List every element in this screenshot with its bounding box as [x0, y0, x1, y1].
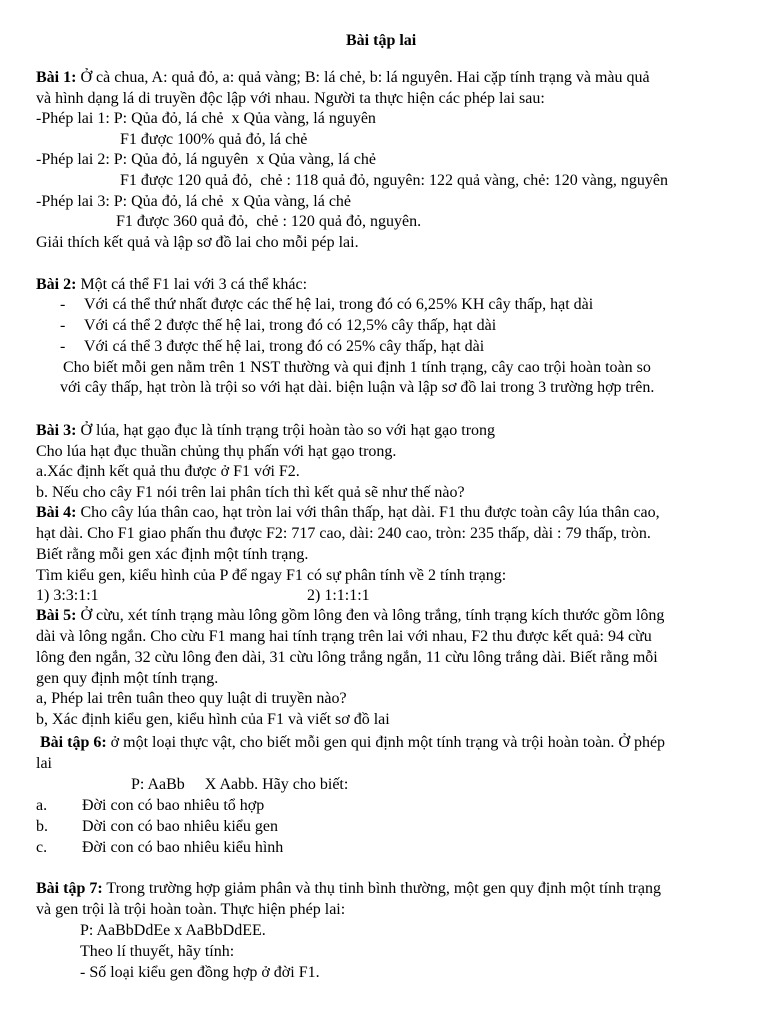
bai1-line-4: F1 được 100% quả đỏ, lá chẻ	[120, 131, 308, 148]
bai6-text-1: ở một loại thực vật, cho biết mỗi gen qui định một tính trạng và trội hoàn toàn. Ở phép	[106, 734, 666, 751]
bai1-label: Bài 1:	[36, 69, 77, 86]
bai2-item-3: Với cá thể 3 được thế hệ lai, trong đó có 25% cây thấp, hạt dài	[84, 338, 485, 355]
bai7-label: Bài tập 7:	[36, 880, 103, 897]
bai5-text-1: Ở cừu, xét tính trạng màu lông gồm lông đen và lông trắng, tính trạng kích thước gồm lông	[76, 607, 665, 624]
bai2-line-1	[36, 275, 307, 295]
bai1-line-2: và hình dạng lá di truyền độc lập với nhau. Người ta thực hiện các phép lai sau:	[36, 90, 545, 107]
bai3-line-4: b. Nếu cho cây F1 nói trên lai phân tích thì kết quả sẽ như thế nào?	[36, 484, 465, 501]
bai2-item-1: Với cá thể thứ nhất được các thế hệ lai, trong đó có 6,25% KH cây thấp, hạt dài	[84, 296, 594, 313]
bai5-line-5: a, Phép lai trên tuân theo quy luật di truyền nào?	[36, 690, 347, 707]
bai1-line-1	[36, 68, 650, 88]
bai1-line-9: Giải thích kết quả và lập sơ đồ lai cho mỗi pép lai.	[36, 234, 359, 251]
bai3-line-2: Cho lúa hạt đục thuần chủng thụ phấn với hạt gạo trong.	[36, 443, 397, 460]
bai6-item-b: Dời con có bao nhiêu kiểu gen	[82, 818, 278, 835]
bai5-label: Bài 5:	[36, 607, 77, 624]
bai7-text-1: Trong trường hợp giảm phân và thụ tinh bình thường, một gen quy định một tính trạng	[102, 880, 661, 897]
bai1-line-7: -Phép lai 3: P: Qủa đỏ, lá chẻ x Qủa vàng, lá chẻ	[36, 193, 352, 210]
bai3-text-1: Ở lúa, hạt gạo đục là tính trạng trội hoàn tào so với hạt gạo trong	[76, 422, 496, 439]
bai4-text-1: Cho cây lúa thân cao, hạt tròn lai với thân thấp, hạt dài. F1 thu được toàn cây lúa thân cao,	[76, 504, 660, 521]
bai5-line-2: dài và lông ngắn. Cho cừu F1 mang hai tính trạng trên lai với nhau, F2 thu được kết quả: 94 cừu	[36, 628, 652, 645]
bai6-item-c: Đời con có bao nhiêu kiểu hình	[82, 839, 284, 856]
bai6-marker-b: b.	[36, 818, 48, 835]
bai7-line-5: - Số loại kiểu gen đồng hợp ở đời F1.	[80, 964, 320, 981]
bai2-bullet-2: -	[60, 317, 66, 334]
bai6-line-2: lai	[36, 755, 52, 772]
bai2-bullet-1: -	[60, 296, 66, 313]
bai4-line-3: Biết rằng mỗi gen xác định một tính trạng.	[36, 546, 309, 563]
page-title: Bài tập lai	[346, 32, 417, 49]
bai7-line-3: P: AaBbDdEe x AaBbDdEE.	[80, 922, 266, 939]
bai4-line-2: hạt dài. Cho F1 giao phấn thu được F2: 717 cao, dài: 240 cao, tròn: 235 thấp, dài : 79 thấp, tròn.	[36, 525, 651, 542]
bai7-line-2: và gen trội là trội hoàn toàn. Thực hiện phép lai:	[36, 901, 346, 918]
bai2-line-2: Cho biết mỗi gen nằm trên 1 NST thường và qui định 1 tính trạng, cây cao trội hoàn toàn so	[63, 359, 651, 376]
bai7-line-4: Theo lí thuyết, hãy tính:	[80, 943, 235, 960]
bai4-label: Bài 4:	[36, 504, 77, 521]
bai4-ratio-1: 1) 3:3:1:1	[36, 587, 99, 604]
bai6-marker-c: c.	[36, 839, 48, 856]
bai2-text-1: Một cá thể F1 lai với 3 cá thể khác:	[76, 276, 308, 293]
bai1-line-8: F1 được 360 quả đỏ, chẻ : 120 quả đỏ, nguyên.	[116, 213, 422, 230]
bai6-label: Bài tập 6:	[40, 734, 107, 751]
bai2-label: Bài 2:	[36, 276, 77, 293]
bai4-line-4: Tìm kiểu gen, kiểu hình của P để ngay F1 có sự phân tính về 2 tính trạng:	[36, 567, 507, 584]
bai6-marker-a: a.	[36, 797, 48, 814]
bai4-line-1	[36, 503, 660, 523]
bai3-line-3: a.Xác định kết quả thu được ở F1 với F2.	[36, 463, 300, 480]
bai6-line-1	[40, 733, 665, 753]
bai1-text-1: Ở cà chua, A: quả đỏ, a: quả vàng; B: lá chẻ, b: lá nguyên. Hai cặp tính trạng và màu quả	[76, 69, 650, 86]
bai2-item-2: Với cá thể 2 được thế hệ lai, trong đó có 12,5% cây thấp, hạt dài	[84, 317, 497, 334]
bai7-line-1	[36, 879, 661, 899]
bai5-line-6: b, Xác định kiểu gen, kiểu hình của F1 và viết sơ đồ lai	[36, 711, 390, 728]
bai4-ratio-2: 2) 1:1:1:1	[307, 587, 370, 604]
bai3-line-1	[36, 421, 495, 441]
bai6-item-a: Đời con có bao nhiêu tổ hợp	[82, 797, 265, 814]
bai5-line-4: gen quy định một tính trạng.	[36, 670, 219, 687]
bai2-bullet-3: -	[60, 338, 66, 355]
bai1-line-3: -Phép lai 1: P: Qủa đỏ, lá chẻ x Qủa vàng, lá nguyên	[36, 110, 376, 127]
bai5-line-3: lông đen ngắn, 32 cừu lông đen dài, 31 cừu lông trắng ngắn, 11 cừu lông trắng dài. Biết rằng mỗi	[36, 649, 658, 666]
bai6-line-3: P: AaBb X Aabb. Hãy cho biết:	[131, 776, 349, 793]
bai1-line-5: -Phép lai 2: P: Qủa đỏ, lá nguyên x Qủa vàng, lá chẻ	[36, 151, 376, 168]
bai2-line-3: với cây thấp, hạt tròn là trội so với hạt dài. biện luận và lập sơ đồ lai trong 3 trường hợp trên.	[60, 379, 655, 396]
bai5-line-1	[36, 606, 664, 626]
bai3-label: Bài 3:	[36, 422, 77, 439]
bai1-line-6: F1 được 120 quả đỏ, chẻ : 118 quả đỏ, nguyên: 122 quả vàng, chẻ: 120 vàng, nguyên	[120, 172, 668, 189]
